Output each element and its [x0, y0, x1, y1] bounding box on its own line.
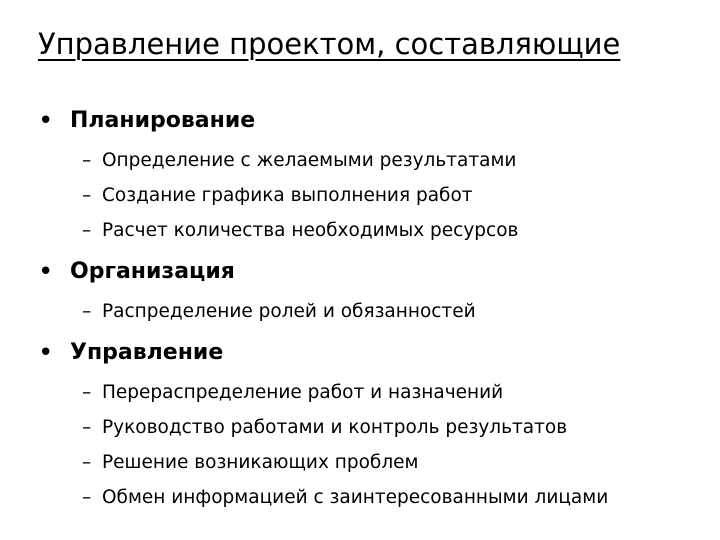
slide-content	[38, 106, 678, 520]
sub-item-text: Создание графика выполнения работ	[102, 185, 473, 206]
dash-icon: –	[82, 452, 92, 473]
sub-item	[82, 485, 678, 510]
sub-item	[82, 380, 678, 405]
heading-text: Организация	[70, 259, 235, 284]
dash-icon: –	[82, 301, 92, 322]
heading-text: Управление	[70, 340, 224, 365]
dash-icon: –	[82, 382, 92, 403]
sub-item-text: Обмен информацией с заинтересованными лицами	[102, 487, 609, 508]
sub-item	[82, 183, 678, 208]
sub-item-text: Руководство работами и контроль результатов	[102, 417, 568, 438]
dash-icon: –	[82, 220, 92, 241]
section-organization	[38, 257, 678, 324]
sub-item	[82, 218, 678, 243]
dash-icon: –	[82, 150, 92, 171]
section-management	[38, 338, 678, 510]
bullet-heading	[38, 106, 678, 138]
bullet-heading	[38, 338, 678, 370]
dash-icon: –	[82, 417, 92, 438]
sub-item	[82, 450, 678, 475]
sub-item-text: Перераспределение работ и назначений	[102, 382, 504, 403]
sub-item-text: Решение возникающих проблем	[102, 452, 419, 473]
slide-title: Управление проектом, составляющие	[38, 27, 621, 61]
section-planning	[38, 106, 678, 243]
sub-item	[82, 148, 678, 173]
bullet-icon: •	[38, 106, 54, 136]
sub-item-text: Определение с желаемыми результатами	[102, 150, 517, 171]
sub-item-text: Расчет количества необходимых ресурсов	[102, 220, 519, 241]
bullet-icon: •	[38, 338, 54, 368]
dash-icon: –	[82, 487, 92, 508]
heading-text: Планирование	[70, 108, 256, 133]
bullet-icon: •	[38, 257, 54, 287]
sub-item	[82, 299, 678, 324]
sub-item-text: Распределение ролей и обязанностей	[102, 301, 476, 322]
sub-item	[82, 415, 678, 440]
bullet-heading	[38, 257, 678, 289]
dash-icon: –	[82, 185, 92, 206]
